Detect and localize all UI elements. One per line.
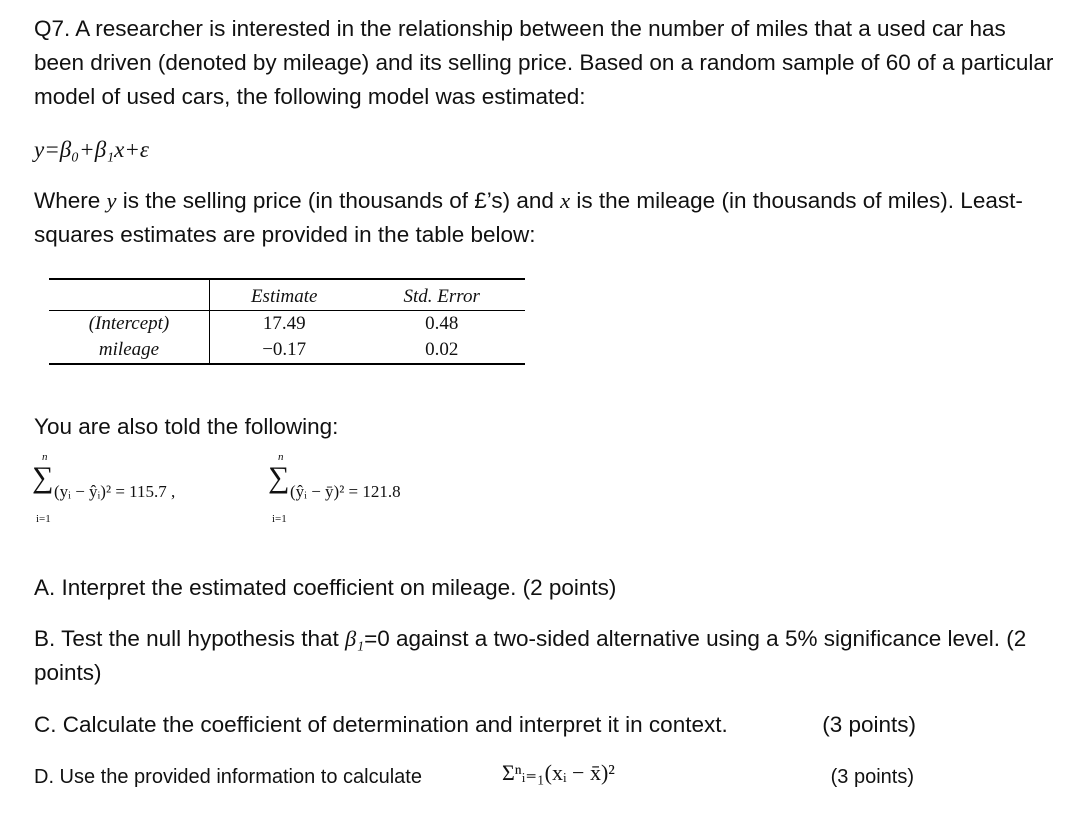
row-std-error: 0.02 xyxy=(425,339,459,360)
sum-upper-limit: n xyxy=(42,451,48,463)
part-a: A. Interpret the estimated coefficient on mileage. (2 points) xyxy=(34,575,617,600)
variable-definitions xyxy=(34,184,1054,252)
where-mid: is the selling price (in thousands of £’s) and xyxy=(116,188,561,213)
row-std-error: 0.48 xyxy=(425,313,459,334)
sum-expression: (yᵢ − ŷᵢ)² = 115.7 , xyxy=(54,482,176,501)
question-intro: Q7. A researcher is interested in the relationship between the number of miles that a used car has been driven (denoted by mileage) and its selling price. Based on a random sample of 60 of a particular model of used cars, the following model was estimated: xyxy=(34,16,1054,109)
row-estimate: 17.49 xyxy=(262,313,306,334)
where-suffix: is the mileage (in thousands of miles). Least-squares estimates are provided in the table below: xyxy=(34,188,1023,247)
sum-upper-limit: n xyxy=(278,451,284,463)
model-equation: y=β₀+β₁x+ε xyxy=(34,137,149,162)
sum-expression: (ŷᵢ − ȳ)² = 121.8 xyxy=(290,482,401,501)
part-d-text: D. Use the provided information to calculate xyxy=(34,766,422,788)
var-x: x xyxy=(560,188,571,213)
part-b-suffix: =0 against a two-sided alternative using a 5% significance level. (2 points) xyxy=(34,626,1027,685)
part-b-beta: β₁ xyxy=(345,626,365,651)
sigma-icon: ∑ xyxy=(268,461,290,494)
sum-lower-limit: i=1 xyxy=(36,513,51,525)
estimates-table xyxy=(49,278,525,365)
table-header-row xyxy=(49,279,525,311)
part-d-formula: Σⁿᵢ₌₁(xᵢ − x̄)² xyxy=(502,760,615,785)
part-d-points: (3 points) xyxy=(830,766,914,788)
table-header-blank xyxy=(49,279,210,311)
part-b xyxy=(34,622,1054,690)
var-y: y xyxy=(106,188,117,213)
part-c-text: C. Calculate the coefficient of determination and interpret it in context. xyxy=(34,712,728,737)
also-told-text: You are also told the following: xyxy=(34,414,339,439)
table-header-estimate: Estimate xyxy=(210,279,359,311)
table-header-std-error: Std. Error xyxy=(358,279,525,311)
sigma-icon: ∑ xyxy=(32,461,54,494)
row-name: (Intercept) xyxy=(49,311,210,338)
part-c xyxy=(34,708,1054,742)
part-b-prefix: B. Test the null hypothesis that xyxy=(34,626,346,651)
row-estimate: −0.17 xyxy=(262,339,307,360)
table-row xyxy=(49,337,525,364)
sum-lower-limit: i=1 xyxy=(272,513,287,525)
part-d xyxy=(34,760,1054,794)
where-prefix: Where xyxy=(34,188,107,213)
row-name: mileage xyxy=(49,337,210,364)
table-row xyxy=(49,311,525,338)
part-c-points: (3 points) xyxy=(822,712,916,737)
